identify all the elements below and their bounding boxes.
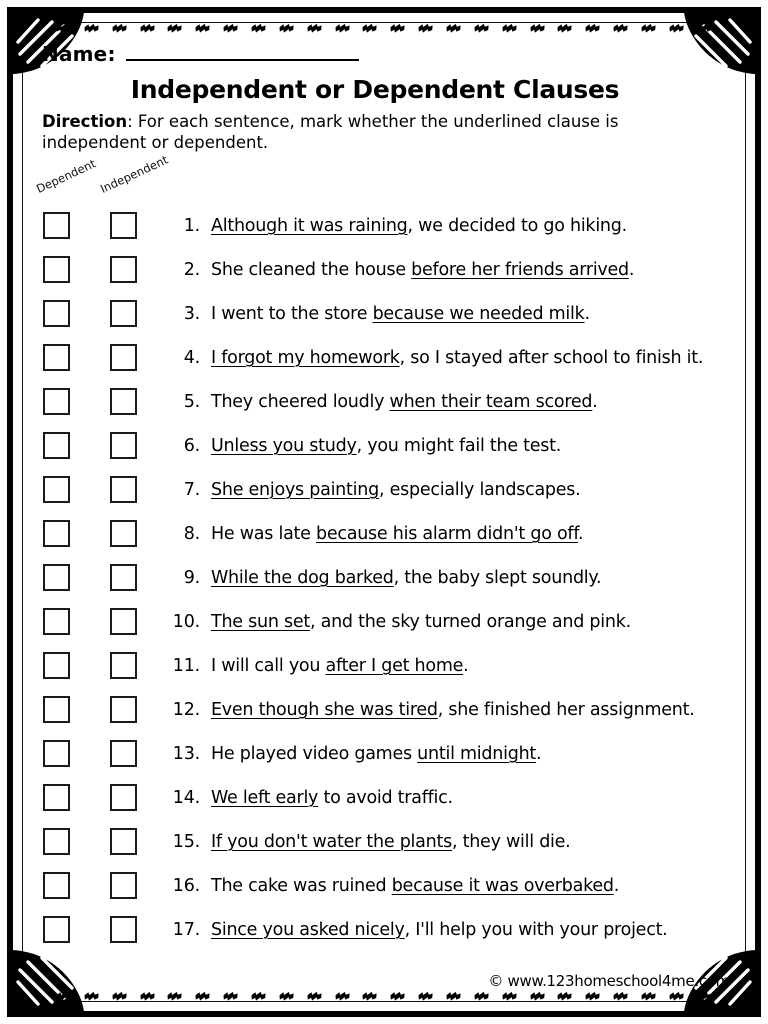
sentence-suffix: , you might fail the test.	[356, 435, 562, 456]
checkbox-independent[interactable]	[110, 696, 137, 723]
checkbox-dependent[interactable]	[43, 300, 70, 327]
column-caption-dependent: Dependent	[34, 156, 98, 196]
name-label: Name:	[42, 42, 116, 66]
checkbox-dependent[interactable]	[43, 740, 70, 767]
sentence-suffix: .	[577, 523, 584, 544]
bowtie-dash-icon	[641, 991, 656, 1002]
underlined-clause: I forgot my homework	[211, 347, 400, 368]
checkbox-dependent[interactable]	[43, 388, 70, 415]
question-row	[36, 512, 732, 556]
underlined-clause: before her friends arrived	[411, 259, 629, 280]
border-bowtie-strip-bottom	[56, 988, 712, 1004]
bowtie-dash-icon	[502, 23, 517, 34]
checkbox-independent[interactable]	[110, 388, 137, 415]
question-number: 10.	[172, 611, 200, 632]
checkbox-dependent[interactable]	[43, 652, 70, 679]
underlined-clause: While the dog barked	[211, 567, 394, 588]
bowtie-dash-icon	[279, 23, 294, 34]
question-sentence	[211, 920, 668, 940]
checkbox-independent[interactable]	[110, 344, 137, 371]
bowtie-dash-icon	[390, 23, 405, 34]
bowtie-dash-icon	[585, 991, 600, 1002]
bowtie-dash-icon	[195, 991, 210, 1002]
question-sentence	[211, 304, 590, 324]
sentence-prefix: I will call you	[211, 655, 326, 676]
question-sentence	[211, 700, 695, 720]
question-number: 9.	[183, 567, 200, 588]
sentence-suffix: .	[628, 259, 635, 280]
sentence-prefix: The cake was ruined	[211, 875, 392, 896]
bowtie-dash-icon	[307, 991, 322, 1002]
question-row	[36, 820, 732, 864]
underlined-clause: because we needed milk	[372, 303, 585, 324]
checkbox-independent[interactable]	[110, 520, 137, 547]
question-number: 13.	[172, 743, 200, 764]
question-row	[36, 556, 732, 600]
underlined-clause: The sun set	[211, 611, 310, 632]
sentence-suffix: , she finished her assignment.	[437, 699, 695, 720]
sentence-suffix: , the baby slept soundly.	[393, 567, 602, 588]
bowtie-dash-icon	[474, 23, 489, 34]
checkbox-dependent[interactable]	[43, 916, 70, 943]
column-captions	[34, 152, 732, 202]
bowtie-dash-icon	[223, 23, 238, 34]
bowtie-dash-icon	[613, 991, 628, 1002]
underlined-clause: She enjoys painting	[211, 479, 379, 500]
checkbox-independent[interactable]	[110, 564, 137, 591]
bowtie-dash-icon	[223, 991, 238, 1002]
question-number: 3.	[183, 303, 200, 324]
question-sentence	[211, 260, 634, 280]
bowtie-dash-icon	[279, 991, 294, 1002]
question-number: 5.	[183, 391, 200, 412]
bowtie-dash-icon	[335, 991, 350, 1002]
bowtie-dash-icon	[613, 23, 628, 34]
bowtie-dash-icon	[697, 991, 712, 1002]
checkbox-independent[interactable]	[110, 256, 137, 283]
question-number: 6.	[183, 435, 200, 456]
underlined-clause: Since you asked nicely	[211, 919, 405, 940]
bowtie-dash-icon	[641, 23, 656, 34]
question-rows	[36, 204, 732, 952]
bowtie-dash-icon	[56, 991, 71, 1002]
sentence-suffix: , so I stayed after school to finish it.	[399, 347, 704, 368]
checkbox-dependent[interactable]	[43, 828, 70, 855]
underlined-clause: If you don't water the plants	[211, 831, 452, 852]
question-number: 17.	[172, 919, 200, 940]
checkbox-independent[interactable]	[110, 828, 137, 855]
question-sentence	[211, 216, 627, 236]
checkbox-dependent[interactable]	[43, 476, 70, 503]
bowtie-dash-icon	[112, 991, 127, 1002]
question-sentence	[211, 568, 601, 588]
question-number: 7.	[183, 479, 200, 500]
sentence-suffix: , I'll help you with your project.	[404, 919, 668, 940]
bowtie-dash-icon	[140, 23, 155, 34]
sentence-suffix: .	[536, 743, 542, 764]
question-row	[36, 248, 732, 292]
question-row	[36, 732, 732, 776]
bowtie-dash-icon	[446, 991, 461, 1002]
bowtie-dash-icon	[195, 23, 210, 34]
question-sentence	[211, 436, 561, 456]
bowtie-dash-icon	[251, 991, 266, 1002]
bowtie-dash-icon	[84, 23, 99, 34]
question-row	[36, 864, 732, 908]
question-row	[36, 776, 732, 820]
sentence-suffix: .	[584, 303, 590, 324]
question-row	[36, 688, 732, 732]
question-row	[36, 204, 732, 248]
question-number: 15.	[172, 831, 200, 852]
checkbox-independent[interactable]	[110, 916, 137, 943]
checkbox-independent[interactable]	[110, 608, 137, 635]
question-number: 11.	[172, 655, 200, 676]
bowtie-dash-icon	[84, 991, 99, 1002]
checkbox-independent[interactable]	[110, 212, 137, 239]
checkbox-independent[interactable]	[110, 740, 137, 767]
underlined-clause: until midnight	[417, 743, 537, 764]
sentence-prefix: They cheered loudly	[211, 391, 390, 412]
checkbox-dependent[interactable]	[43, 432, 70, 459]
bowtie-dash-icon	[669, 23, 684, 34]
checkbox-independent[interactable]	[110, 652, 137, 679]
bowtie-dash-icon	[557, 991, 572, 1002]
question-number: 14.	[172, 787, 200, 808]
sentence-suffix: .	[463, 655, 469, 676]
bowtie-dash-icon	[112, 23, 127, 34]
sentence-suffix: , they will die.	[451, 831, 571, 852]
question-row	[36, 336, 732, 380]
question-row	[36, 424, 732, 468]
question-number: 8.	[183, 523, 200, 544]
bowtie-dash-icon	[251, 23, 266, 34]
bowtie-dash-icon	[167, 23, 182, 34]
question-number: 16.	[172, 875, 200, 896]
column-caption-independent: Independent	[98, 152, 171, 196]
bowtie-dash-icon	[335, 23, 350, 34]
checkbox-independent[interactable]	[110, 432, 137, 459]
bowtie-dash-icon	[585, 23, 600, 34]
question-sentence	[211, 788, 453, 808]
checkbox-dependent[interactable]	[43, 784, 70, 811]
checkbox-independent[interactable]	[110, 784, 137, 811]
bowtie-dash-icon	[418, 991, 433, 1002]
bowtie-dash-icon	[362, 23, 377, 34]
underlined-clause: because his alarm didn't go off	[315, 523, 578, 544]
question-sentence	[211, 348, 703, 368]
worksheet-content	[36, 42, 732, 984]
sentence-prefix: She cleaned the house	[211, 259, 412, 280]
checkbox-dependent[interactable]	[43, 696, 70, 723]
name-input-line[interactable]	[126, 44, 359, 61]
bowtie-dash-icon	[669, 991, 684, 1002]
question-sentence	[211, 612, 631, 632]
bowtie-dash-icon	[697, 23, 712, 34]
bowtie-dash-icon	[307, 23, 322, 34]
question-row	[36, 292, 732, 336]
question-sentence	[211, 480, 581, 500]
question-sentence	[211, 876, 619, 896]
underlined-clause: when their team scored	[389, 391, 593, 412]
checkbox-dependent[interactable]	[43, 212, 70, 239]
question-sentence	[211, 744, 541, 764]
sentence-suffix: to avoid traffic.	[318, 787, 453, 808]
bowtie-dash-icon	[530, 23, 545, 34]
sentence-prefix: I went to the store	[211, 303, 373, 324]
bowtie-dash-icon	[56, 23, 71, 34]
directions-text	[42, 112, 728, 154]
sentence-suffix: .	[613, 875, 620, 896]
question-sentence	[211, 656, 468, 676]
checkbox-independent[interactable]	[110, 300, 137, 327]
name-field-row	[42, 42, 732, 66]
sentence-suffix: , and the sky turned orange and pink.	[309, 611, 631, 632]
checkbox-independent[interactable]	[110, 872, 137, 899]
checkbox-dependent[interactable]	[43, 564, 70, 591]
sentence-suffix: .	[592, 391, 598, 412]
question-sentence	[211, 392, 598, 412]
question-row	[36, 644, 732, 688]
question-row	[36, 468, 732, 512]
checkbox-independent[interactable]	[110, 476, 137, 503]
bowtie-dash-icon	[502, 991, 517, 1002]
footer-credit: © www.123homeschool4me.com	[488, 972, 730, 990]
underlined-clause: Although it was raining	[211, 215, 408, 236]
checkbox-dependent[interactable]	[43, 608, 70, 635]
checkbox-dependent[interactable]	[43, 256, 70, 283]
bowtie-dash-icon	[390, 991, 405, 1002]
sentence-prefix: He played video games	[211, 743, 418, 764]
underlined-clause: Unless you study	[211, 435, 357, 456]
directions-label: Direction	[42, 112, 128, 131]
question-sentence	[211, 524, 583, 544]
bowtie-dash-icon	[140, 991, 155, 1002]
question-sentence	[211, 832, 571, 852]
question-row	[36, 600, 732, 644]
checkbox-dependent[interactable]	[43, 872, 70, 899]
question-number: 4.	[183, 347, 200, 368]
checkbox-dependent[interactable]	[43, 344, 70, 371]
bowtie-dash-icon	[167, 991, 182, 1002]
underlined-clause: We left early	[211, 787, 319, 808]
underlined-clause: after I get home	[325, 655, 464, 676]
bowtie-dash-icon	[418, 23, 433, 34]
bowtie-dash-icon	[557, 23, 572, 34]
bowtie-dash-icon	[474, 991, 489, 1002]
underlined-clause: Even though she was tired	[211, 699, 438, 720]
bowtie-dash-icon	[530, 991, 545, 1002]
sentence-suffix: , we decided to go hiking.	[407, 215, 627, 236]
checkbox-dependent[interactable]	[43, 520, 70, 547]
sentence-suffix: , especially landscapes.	[378, 479, 581, 500]
question-number: 2.	[183, 259, 200, 280]
underlined-clause: because it was overbaked	[391, 875, 614, 896]
border-bowtie-strip-top	[56, 20, 712, 36]
question-row	[36, 908, 732, 952]
bowtie-dash-icon	[362, 991, 377, 1002]
question-number: 1.	[183, 215, 200, 236]
question-row	[36, 380, 732, 424]
question-number: 12.	[172, 699, 200, 720]
directions-body: : For each sentence, mark whether the underlined clause is independent or dependent.	[42, 112, 619, 152]
page-title: Independent or Dependent Clauses	[130, 75, 620, 104]
sentence-prefix: He was late	[211, 523, 316, 544]
bowtie-dash-icon	[446, 23, 461, 34]
